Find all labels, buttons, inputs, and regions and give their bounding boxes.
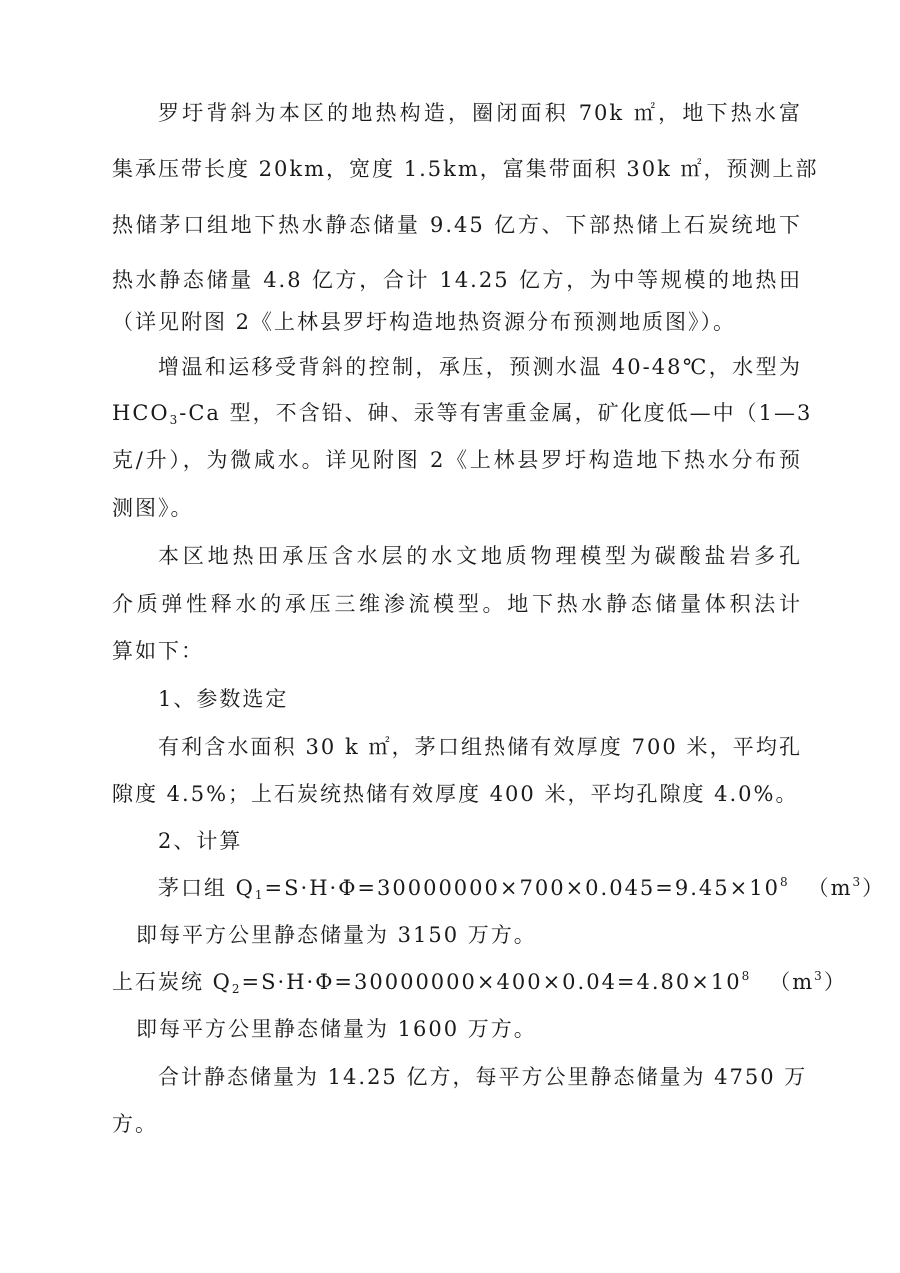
paragraph-2-line-3: 克/升），为微咸水。详见附图 2《上林县罗圩构造地下热水分布预 xyxy=(112,448,802,472)
paragraph-4-line-2: 隙度 4.5%；上石炭统热储有效厚度 400 米，平均孔隙度 4.0%。 xyxy=(112,782,799,806)
formula-line-1: 茅口组 $Q_1=S\cdot H\cdot\Phi=30000000\times 700\times 0.045=9.45\times 10^8$ $(m^3)$ xyxy=(158,875,886,902)
paragraph-1-line-2: 集承压带长度 20km，宽度 1.5km，富集带面积 30k ㎡，预测上部 xyxy=(112,157,819,181)
paragraph-3-line-1: 本区地热田承压含水层的水文地质物理模型为碳酸盐岩多孔 xyxy=(158,544,802,568)
section-heading-2: 2、计算 xyxy=(158,829,243,853)
paragraph-1-line-4: 热水静态储量 4.8 亿方，合计 14.25 亿方，为中等规模的地热田 xyxy=(112,268,802,292)
section-heading-1: 1、参数选定 xyxy=(158,687,289,711)
paragraph-3-line-2: 介质弹性释水的承压三维渗流模型。地下热水静态储量体积法计 xyxy=(112,592,802,616)
paragraph-3-line-3: 算如下： xyxy=(112,639,204,663)
paragraph-5-line-2: 方。 xyxy=(112,1112,158,1136)
formula-hco3: HCO xyxy=(112,401,170,425)
paragraph-2-line-2: $HCO_3-Ca$ 型，不含铅、砷、汞等有害重金属，矿化度低—中（1—3 xyxy=(112,401,813,427)
paragraph-2-line-4: 测图》。 xyxy=(112,496,194,520)
paragraph-4-line-1: 有利含水面积 30 k ㎡，茅口组热储有效厚度 700 米，平均孔 xyxy=(158,735,802,759)
formula-note-1: 即每平方公里静态储量为 3150 万方。 xyxy=(136,923,537,947)
paragraph-5-line-1: 合计静态储量为 14.25 亿方，每平方公里静态储量为 4750 万 xyxy=(158,1065,808,1089)
paragraph-1-line-5: （详见附图 2《上林县罗圩构造地热资源分布预测地质图》）。 xyxy=(112,310,737,334)
formula-line-2: 上石炭统 $Q_2=S\cdot H\cdot\Phi=30000000\times 400\times 0.04=4.80\times 10^8$ $(m^3)$ xyxy=(112,969,847,996)
paragraph-1-line-3: 热储茅口组地下热水静态储量 9.45 亿方、下部热储上石炭统地下 xyxy=(112,213,802,237)
paragraph-2-line-1: 增温和运移受背斜的控制，承压，预测水温 40-48℃，水型为 xyxy=(158,355,802,379)
formula-note-2: 即每平方公里静态储量为 1600 万方。 xyxy=(136,1017,537,1041)
paragraph-1-line-1: 罗圩背斜为本区的地热构造，圈闭面积 70k ㎡，地下热水富 xyxy=(158,101,802,125)
